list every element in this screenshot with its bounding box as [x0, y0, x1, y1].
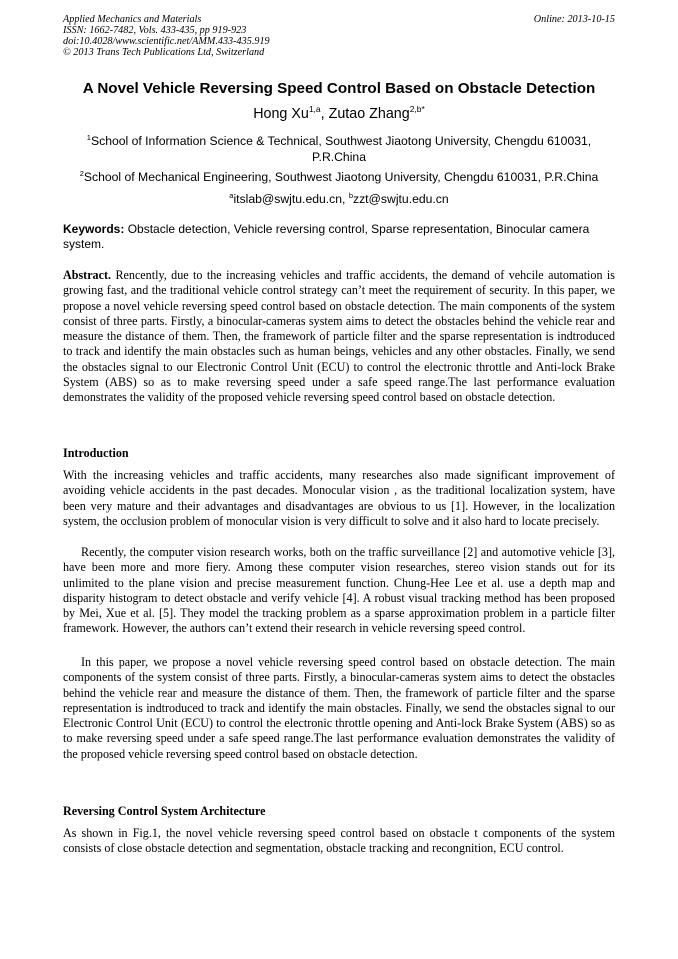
email-link: itslab@swjtu.edu.cn,: [233, 192, 349, 207]
copyright-line: © 2013 Trans Tech Publications Ltd, Switzerland: [63, 47, 265, 58]
online-date: Online: 2013-10-15: [533, 14, 615, 25]
running-header: [63, 14, 615, 58]
affiliation-2: $^2$School of Mechanical Engineering, Southwest Jiaotong University, Chengdu 610031, P.R.China: [79, 169, 599, 185]
keywords-label: Keywords:: [63, 222, 125, 236]
section-heading-architecture: Reversing Control System Architecture: [63, 804, 266, 818]
keywords-text: Obstacle detection, Vehicle reversing control, Sparse representation, Binocular camera system.: [63, 222, 590, 252]
section-heading-introduction: Introduction: [63, 446, 129, 460]
paper-title: A Novel Vehicle Reversing Speed Control Based on Obstacle Detection: [82, 80, 596, 97]
affiliation-1: $^1$School of Information Science & Technical, Southwest Jiaotong University, Chengdu 610031, P.R.China: [86, 133, 592, 164]
architecture-paragraph-1: As shown in Fig.1, the novel vehicle reversing speed control based on obstacle t components of the system consists of close obstacle detection and segmentation, obstacle tracking and recongnition, ECU control.: [63, 826, 615, 856]
author-emails: $^a$itslab@swjtu.edu.cn, $^b$zzt@swjtu.edu.cn: [229, 191, 449, 207]
abstract-label: Abstract.: [63, 268, 112, 282]
author-name: Hong Xu: [253, 105, 309, 122]
author-separator: ,: [320, 105, 329, 122]
author-name: Zutao Zhang: [328, 105, 410, 122]
keywords: [63, 222, 615, 253]
abstract-text: Rencently, due to the increasing vehicles and traffic accidents, the demand of vehcile automation is growing fast, and the traditional vehicle control strategy can’t meet the requirement of security. In this paper, we propose a novel vehicle reversing speed control based on obstacle detection. The main components of the system consist of three parts. Firstly, a binocular-cameras system aims to detect the obstacles behind the vehicle rear and measure the distance of them. Then, the framework of particle filter and the sparse representation is indtroduced to track and identify the main obstacles such as human beings, vehicles and any other obstacles. Finally, we send the obstacles signal to our Electronic Control Unit (ECU) to control the electronic throttle and Anti-lock Brake System (ABS) so as to make reversing speed under a safe speed range.The last performance evaluation demonstrates the validity of the proposed vehicle reversing speed control based on obstacle detection.: [63, 268, 615, 405]
email-link: zzt@swjtu.edu.cn: [352, 192, 449, 207]
intro-paragraph-1: With the increasing vehicles and traffic accidents, many researches also made significant improvement of avoiding vehicle accidents in the past decades. Monocular vision , as the traditional localization system, have been very mature and their advantages and disadvantages are obvious to us [1]. However, in the localization system, the occlusion problem of monocular vision is very difficult to solve and it also hard to locate precisely.: [63, 468, 615, 528]
intro-paragraph-3: In this paper, we propose a novel vehicle reversing speed control based on obstacle detection. The main components of the system consist of three parts. Firstly, a binocular-cameras system aims to detect the obstacles behind the vehicle rear and measure the distance of them. Then, the framework of particle filter and the sparse representation is indtroduced to track and identify the main obstacles. Finally, we send the obstacles signal to our Electronic Control Unit (ECU) to control the electronic throttle opening and Anti-lock Brake System (ABS) so as to make reversing speed under a safe speed range.The last performance evaluation demonstrates the validity of the proposed vehicle reversing speed control based on obstacle detection.: [63, 655, 615, 761]
author-superscript: 2,b*: [409, 104, 425, 114]
journal-name: Applied Mechanics and Materials: [63, 14, 202, 25]
author-superscript: 1,a: [308, 104, 321, 114]
issn-line: ISSN: 1662-7482, Vols. 433-435, pp 919-923: [63, 25, 247, 36]
intro-paragraph-2: Recently, the computer vision research works, both on the traffic surveillance [2] and automotive vehicle [3], have been more and more fiery. Among these computer vision researches, stereo vision stands out for its unlimited to the plane vision and precise measurement function. Chung-Hee Lee et al. use a depth map and disparity histogram to detect obstacle and verify vehicle [4]. A robust visual tracking method has been proposed by Mei, Xue et al. [5]. They model the tracking problem as a sparse approximation problem in a particle filter framework. However, the authors can’t extend their research in vehicle reversing speed control.: [63, 545, 615, 636]
author-line: [40, 104, 638, 122]
abstract: [63, 268, 615, 406]
doi-line: doi:10.4028/www.scientific.net/AMM.433-435.919: [63, 36, 270, 47]
